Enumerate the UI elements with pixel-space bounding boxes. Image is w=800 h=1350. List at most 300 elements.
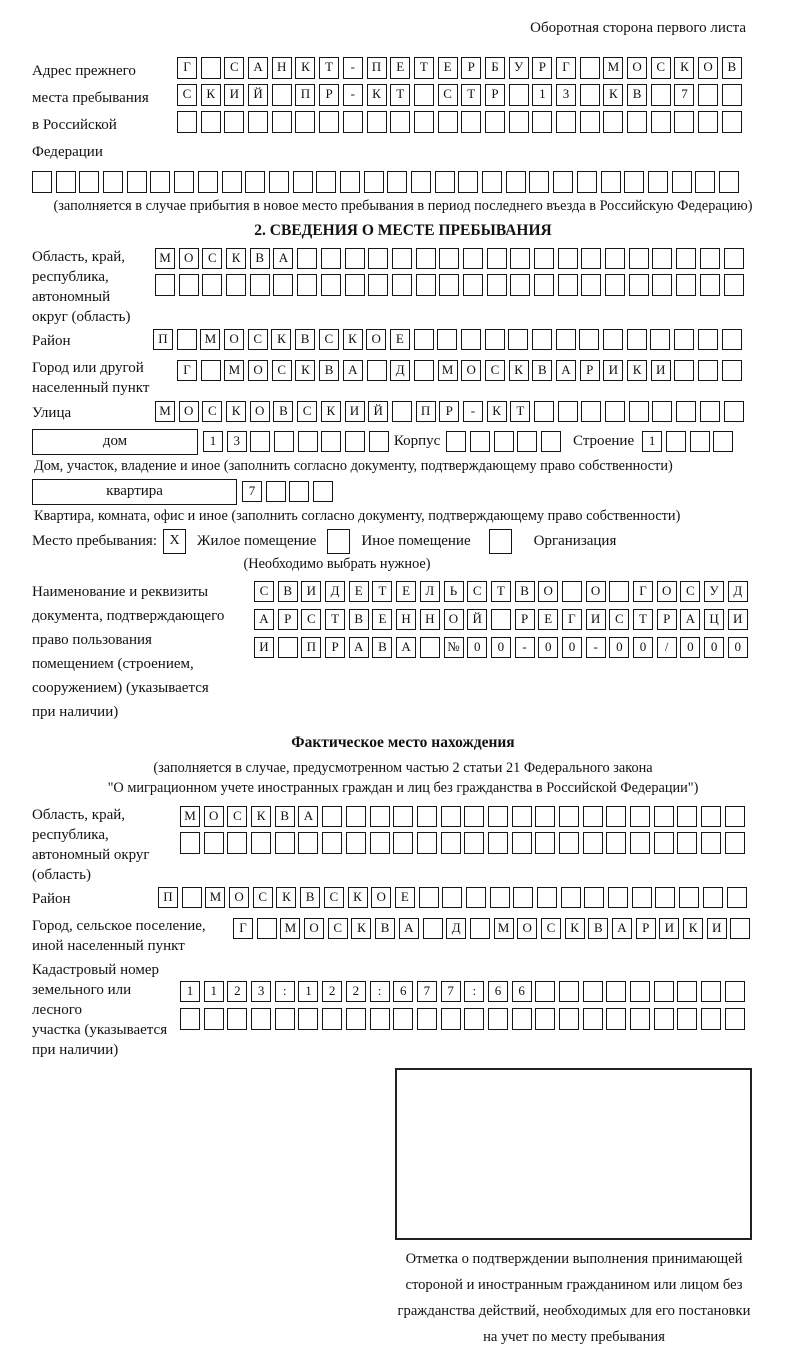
char-cell[interactable]: В (349, 609, 369, 631)
char-cell[interactable] (222, 171, 242, 193)
char-cell[interactable] (316, 171, 336, 193)
char-cell[interactable] (603, 329, 623, 351)
char-cell[interactable] (368, 274, 388, 296)
char-cell[interactable]: К (674, 57, 694, 79)
char-cell[interactable]: А (612, 918, 632, 940)
char-cell[interactable] (651, 111, 671, 133)
char-cell[interactable]: К (201, 84, 221, 106)
char-cell[interactable] (298, 431, 318, 453)
char-cell[interactable] (698, 111, 718, 133)
district-row[interactable] (153, 329, 742, 351)
char-cell[interactable] (250, 431, 270, 453)
char-cell[interactable]: П (367, 57, 387, 79)
char-cell[interactable] (700, 401, 720, 423)
char-cell[interactable]: Р (636, 918, 656, 940)
char-cell[interactable] (227, 832, 247, 854)
char-cell[interactable]: О (229, 887, 249, 909)
char-cell[interactable] (367, 360, 387, 382)
char-cell[interactable]: - (463, 401, 483, 423)
char-cell[interactable] (182, 887, 202, 909)
char-cell[interactable] (535, 806, 555, 828)
char-cell[interactable]: Р (515, 609, 535, 631)
char-cell[interactable] (724, 274, 744, 296)
char-cell[interactable] (464, 1008, 484, 1030)
char-cell[interactable]: М (494, 918, 514, 940)
char-cell[interactable] (392, 274, 412, 296)
char-cell[interactable] (722, 84, 742, 106)
char-cell[interactable] (535, 1008, 555, 1030)
char-cell[interactable]: П (416, 401, 436, 423)
char-cell[interactable]: О (461, 360, 481, 382)
char-cell[interactable] (577, 171, 597, 193)
char-cell[interactable]: Р (325, 637, 345, 659)
char-cell[interactable] (535, 832, 555, 854)
char-cell[interactable]: О (538, 581, 558, 603)
char-cell[interactable] (727, 887, 747, 909)
char-cell[interactable]: В (300, 887, 320, 909)
char-cell[interactable]: О (250, 401, 270, 423)
char-cell[interactable]: К (565, 918, 585, 940)
char-cell[interactable]: И (345, 401, 365, 423)
char-cell[interactable] (482, 171, 502, 193)
char-cell[interactable] (583, 832, 603, 854)
char-cell[interactable]: А (343, 360, 363, 382)
char-cell[interactable]: С (324, 887, 344, 909)
char-cell[interactable] (725, 806, 745, 828)
char-cell[interactable] (701, 806, 721, 828)
char-cell[interactable] (79, 171, 99, 193)
city-row[interactable] (177, 360, 742, 382)
char-cell[interactable] (722, 360, 742, 382)
char-cell[interactable]: Р (532, 57, 552, 79)
char-cell[interactable]: У (509, 57, 529, 79)
char-cell[interactable] (666, 431, 686, 453)
char-cell[interactable] (583, 981, 603, 1003)
char-cell[interactable] (488, 806, 508, 828)
char-cell[interactable] (725, 832, 745, 854)
char-cell[interactable]: В (273, 401, 293, 423)
char-cell[interactable]: И (659, 918, 679, 940)
char-cell[interactable] (677, 832, 697, 854)
char-cell[interactable] (559, 1008, 579, 1030)
char-cell[interactable]: О (224, 329, 244, 351)
char-cell[interactable] (651, 84, 671, 106)
char-cell[interactable] (461, 111, 481, 133)
char-cell[interactable]: Е (396, 581, 416, 603)
char-cell[interactable]: Й (467, 609, 487, 631)
char-cell[interactable]: Г (177, 57, 197, 79)
char-cell[interactable] (392, 248, 412, 270)
stay-type-checkbox-organization[interactable] (489, 529, 512, 554)
char-cell[interactable]: Р (461, 57, 481, 79)
char-cell[interactable] (534, 274, 554, 296)
char-cell[interactable]: К (487, 401, 507, 423)
char-cell[interactable] (201, 111, 221, 133)
char-cell[interactable] (414, 329, 434, 351)
char-cell[interactable]: А (248, 57, 268, 79)
char-cell[interactable] (654, 1008, 674, 1030)
char-cell[interactable] (672, 171, 692, 193)
char-cell[interactable] (441, 1008, 461, 1030)
char-cell[interactable]: 3 (227, 431, 247, 453)
char-cell[interactable] (319, 111, 339, 133)
char-cell[interactable] (512, 806, 532, 828)
actual-region-row-2[interactable] (180, 832, 745, 854)
char-cell[interactable]: 0 (633, 637, 653, 659)
char-cell[interactable] (650, 329, 670, 351)
char-cell[interactable]: Г (633, 581, 653, 603)
char-cell[interactable]: Г (177, 360, 197, 382)
char-cell[interactable]: К (627, 360, 647, 382)
char-cell[interactable]: К (226, 248, 246, 270)
char-cell[interactable]: П (153, 329, 173, 351)
char-cell[interactable] (556, 329, 576, 351)
char-cell[interactable] (387, 171, 407, 193)
char-cell[interactable] (435, 171, 455, 193)
char-cell[interactable]: : (275, 981, 295, 1003)
char-cell[interactable] (392, 401, 412, 423)
char-cell[interactable]: С (301, 609, 321, 631)
char-cell[interactable]: О (586, 581, 606, 603)
char-cell[interactable]: О (444, 609, 464, 631)
char-cell[interactable] (508, 329, 528, 351)
char-cell[interactable]: Б (485, 57, 505, 79)
char-cell[interactable] (724, 248, 744, 270)
char-cell[interactable]: В (250, 248, 270, 270)
char-cell[interactable] (321, 274, 341, 296)
char-cell[interactable] (201, 57, 221, 79)
char-cell[interactable] (155, 274, 175, 296)
char-cell[interactable]: : (464, 981, 484, 1003)
char-cell[interactable]: - (343, 57, 363, 79)
char-cell[interactable]: 0 (680, 637, 700, 659)
char-cell[interactable] (204, 1008, 224, 1030)
char-cell[interactable]: В (515, 581, 535, 603)
char-cell[interactable]: О (179, 248, 199, 270)
char-cell[interactable]: Т (325, 609, 345, 631)
char-cell[interactable]: М (155, 248, 175, 270)
char-cell[interactable]: Н (420, 609, 440, 631)
char-cell[interactable] (174, 171, 194, 193)
char-cell[interactable] (345, 274, 365, 296)
char-cell[interactable] (250, 274, 270, 296)
char-cell[interactable] (630, 1008, 650, 1030)
char-cell[interactable] (609, 581, 629, 603)
char-cell[interactable] (652, 401, 672, 423)
char-cell[interactable]: П (295, 84, 315, 106)
char-cell[interactable]: Г (562, 609, 582, 631)
char-cell[interactable] (441, 832, 461, 854)
char-cell[interactable]: Е (538, 609, 558, 631)
char-cell[interactable]: О (698, 57, 718, 79)
char-cell[interactable] (275, 832, 295, 854)
char-cell[interactable]: Т (510, 401, 530, 423)
stroenie-cells[interactable] (642, 431, 733, 453)
char-cell[interactable] (390, 111, 410, 133)
char-cell[interactable]: А (396, 637, 416, 659)
char-cell[interactable]: / (657, 637, 677, 659)
char-cell[interactable] (485, 111, 505, 133)
char-cell[interactable]: Т (633, 609, 653, 631)
char-cell[interactable]: Е (390, 329, 410, 351)
char-cell[interactable] (703, 887, 723, 909)
char-cell[interactable]: 1 (532, 84, 552, 106)
char-cell[interactable]: 7 (441, 981, 461, 1003)
char-cell[interactable] (423, 918, 443, 940)
char-cell[interactable] (559, 806, 579, 828)
char-cell[interactable] (648, 171, 668, 193)
char-cell[interactable]: А (399, 918, 419, 940)
char-cell[interactable] (580, 84, 600, 106)
char-cell[interactable] (679, 887, 699, 909)
char-cell[interactable] (509, 84, 529, 106)
char-cell[interactable] (180, 832, 200, 854)
char-cell[interactable] (579, 329, 599, 351)
char-cell[interactable] (556, 111, 576, 133)
char-cell[interactable]: А (298, 806, 318, 828)
char-cell[interactable] (463, 274, 483, 296)
char-cell[interactable]: А (273, 248, 293, 270)
char-cell[interactable] (251, 1008, 271, 1030)
char-cell[interactable] (274, 431, 294, 453)
char-cell[interactable] (437, 329, 457, 351)
char-cell[interactable] (198, 171, 218, 193)
char-cell[interactable] (269, 171, 289, 193)
char-cell[interactable]: С (485, 360, 505, 382)
char-cell[interactable] (535, 981, 555, 1003)
region-row-1[interactable] (155, 248, 744, 270)
char-cell[interactable] (690, 431, 710, 453)
char-cell[interactable]: И (603, 360, 623, 382)
actual-region-row-1[interactable] (180, 806, 745, 828)
char-cell[interactable]: Е (395, 887, 415, 909)
char-cell[interactable] (630, 806, 650, 828)
char-cell[interactable]: О (371, 887, 391, 909)
char-cell[interactable]: 0 (467, 637, 487, 659)
char-cell[interactable]: 3 (251, 981, 271, 1003)
char-cell[interactable] (562, 581, 582, 603)
char-cell[interactable]: Д (728, 581, 748, 603)
char-cell[interactable] (561, 887, 581, 909)
char-cell[interactable]: 6 (488, 981, 508, 1003)
char-cell[interactable] (559, 981, 579, 1003)
char-cell[interactable] (179, 274, 199, 296)
document-row-3[interactable] (254, 637, 748, 659)
char-cell[interactable] (629, 274, 649, 296)
char-cell[interactable] (506, 171, 526, 193)
char-cell[interactable] (461, 329, 481, 351)
char-cell[interactable]: Р (439, 401, 459, 423)
char-cell[interactable] (488, 832, 508, 854)
prev-address-overflow-row[interactable] (32, 171, 774, 193)
char-cell[interactable]: П (158, 887, 178, 909)
char-cell[interactable]: 0 (491, 637, 511, 659)
char-cell[interactable]: С (319, 329, 339, 351)
char-cell[interactable] (698, 84, 718, 106)
char-cell[interactable] (322, 832, 342, 854)
char-cell[interactable]: Д (446, 918, 466, 940)
char-cell[interactable] (416, 248, 436, 270)
char-cell[interactable]: И (254, 637, 274, 659)
char-cell[interactable] (655, 887, 675, 909)
char-cell[interactable] (439, 274, 459, 296)
char-cell[interactable]: А (680, 609, 700, 631)
char-cell[interactable] (605, 274, 625, 296)
char-cell[interactable] (470, 918, 490, 940)
char-cell[interactable] (103, 171, 123, 193)
char-cell[interactable]: С (202, 401, 222, 423)
char-cell[interactable] (487, 248, 507, 270)
char-cell[interactable]: 6 (512, 981, 532, 1003)
char-cell[interactable] (601, 171, 621, 193)
document-row-2[interactable] (254, 609, 748, 631)
char-cell[interactable] (458, 171, 478, 193)
char-cell[interactable] (340, 171, 360, 193)
char-cell[interactable] (652, 248, 672, 270)
char-cell[interactable]: И (301, 581, 321, 603)
char-cell[interactable] (537, 887, 557, 909)
char-cell[interactable]: К (683, 918, 703, 940)
char-cell[interactable] (346, 1008, 366, 1030)
char-cell[interactable] (370, 832, 390, 854)
char-cell[interactable] (605, 248, 625, 270)
char-cell[interactable]: К (367, 84, 387, 106)
char-cell[interactable] (201, 360, 221, 382)
char-cell[interactable]: К (603, 84, 623, 106)
char-cell[interactable]: С (541, 918, 561, 940)
char-cell[interactable]: С (224, 57, 244, 79)
char-cell[interactable] (652, 274, 672, 296)
char-cell[interactable] (414, 84, 434, 106)
stay-type-checkbox-residential[interactable]: X (163, 529, 186, 554)
cadastral-row-1[interactable] (180, 981, 745, 1003)
char-cell[interactable]: С (253, 887, 273, 909)
char-cell[interactable] (580, 111, 600, 133)
char-cell[interactable] (722, 329, 742, 351)
char-cell[interactable]: С (254, 581, 274, 603)
char-cell[interactable] (698, 329, 718, 351)
char-cell[interactable] (321, 431, 341, 453)
char-cell[interactable]: В (722, 57, 742, 79)
char-cell[interactable] (248, 111, 268, 133)
char-cell[interactable] (485, 329, 505, 351)
char-cell[interactable]: Р (657, 609, 677, 631)
char-cell[interactable] (441, 806, 461, 828)
char-cell[interactable] (580, 57, 600, 79)
char-cell[interactable]: Н (272, 57, 292, 79)
char-cell[interactable] (346, 806, 366, 828)
char-cell[interactable] (627, 329, 647, 351)
char-cell[interactable] (558, 274, 578, 296)
char-cell[interactable] (603, 111, 623, 133)
char-cell[interactable]: О (517, 918, 537, 940)
char-cell[interactable] (297, 248, 317, 270)
char-cell[interactable] (676, 248, 696, 270)
char-cell[interactable]: В (375, 918, 395, 940)
char-cell[interactable] (297, 274, 317, 296)
char-cell[interactable]: К (295, 57, 315, 79)
char-cell[interactable]: В (372, 637, 392, 659)
char-cell[interactable]: В (588, 918, 608, 940)
char-cell[interactable]: С (227, 806, 247, 828)
char-cell[interactable]: М (200, 329, 220, 351)
char-cell[interactable] (698, 360, 718, 382)
char-cell[interactable]: К (251, 806, 271, 828)
char-cell[interactable] (278, 637, 298, 659)
char-cell[interactable] (719, 171, 739, 193)
char-cell[interactable]: Р (580, 360, 600, 382)
char-cell[interactable]: С (272, 360, 292, 382)
char-cell[interactable] (581, 274, 601, 296)
char-cell[interactable] (439, 248, 459, 270)
char-cell[interactable]: М (438, 360, 458, 382)
char-cell[interactable] (345, 248, 365, 270)
char-cell[interactable] (605, 401, 625, 423)
char-cell[interactable] (289, 481, 309, 503)
char-cell[interactable] (701, 981, 721, 1003)
char-cell[interactable]: М (180, 806, 200, 828)
char-cell[interactable]: К (276, 887, 296, 909)
char-cell[interactable] (322, 806, 342, 828)
char-cell[interactable]: Р (319, 84, 339, 106)
char-cell[interactable]: С (297, 401, 317, 423)
char-cell[interactable]: Ь (444, 581, 464, 603)
char-cell[interactable] (419, 887, 439, 909)
char-cell[interactable]: Е (390, 57, 410, 79)
char-cell[interactable] (674, 360, 694, 382)
char-cell[interactable]: У (704, 581, 724, 603)
char-cell[interactable]: Ц (704, 609, 724, 631)
apartment-cells[interactable] (242, 481, 333, 503)
char-cell[interactable]: 1 (203, 431, 223, 453)
char-cell[interactable] (724, 401, 744, 423)
char-cell[interactable]: В (319, 360, 339, 382)
char-cell[interactable] (630, 981, 650, 1003)
char-cell[interactable] (370, 806, 390, 828)
char-cell[interactable] (630, 832, 650, 854)
char-cell[interactable] (558, 248, 578, 270)
char-cell[interactable] (202, 274, 222, 296)
char-cell[interactable] (606, 806, 626, 828)
char-cell[interactable] (629, 248, 649, 270)
char-cell[interactable]: № (444, 637, 464, 659)
char-cell[interactable]: 1 (642, 431, 662, 453)
char-cell[interactable]: Й (248, 84, 268, 106)
char-cell[interactable]: О (304, 918, 324, 940)
char-cell[interactable] (700, 248, 720, 270)
char-cell[interactable]: 1 (204, 981, 224, 1003)
char-cell[interactable]: С (202, 248, 222, 270)
char-cell[interactable] (345, 431, 365, 453)
char-cell[interactable]: О (657, 581, 677, 603)
char-cell[interactable] (722, 111, 742, 133)
char-cell[interactable] (677, 1008, 697, 1030)
char-cell[interactable] (608, 887, 628, 909)
char-cell[interactable] (532, 111, 552, 133)
char-cell[interactable]: К (343, 329, 363, 351)
char-cell[interactable]: С (651, 57, 671, 79)
char-cell[interactable] (321, 248, 341, 270)
char-cell[interactable] (417, 1008, 437, 1030)
char-cell[interactable]: Т (390, 84, 410, 106)
char-cell[interactable] (298, 1008, 318, 1030)
char-cell[interactable]: Т (461, 84, 481, 106)
char-cell[interactable] (513, 887, 533, 909)
char-cell[interactable] (127, 171, 147, 193)
cadastral-row-2[interactable] (180, 1008, 745, 1030)
char-cell[interactable] (677, 981, 697, 1003)
char-cell[interactable] (491, 609, 511, 631)
